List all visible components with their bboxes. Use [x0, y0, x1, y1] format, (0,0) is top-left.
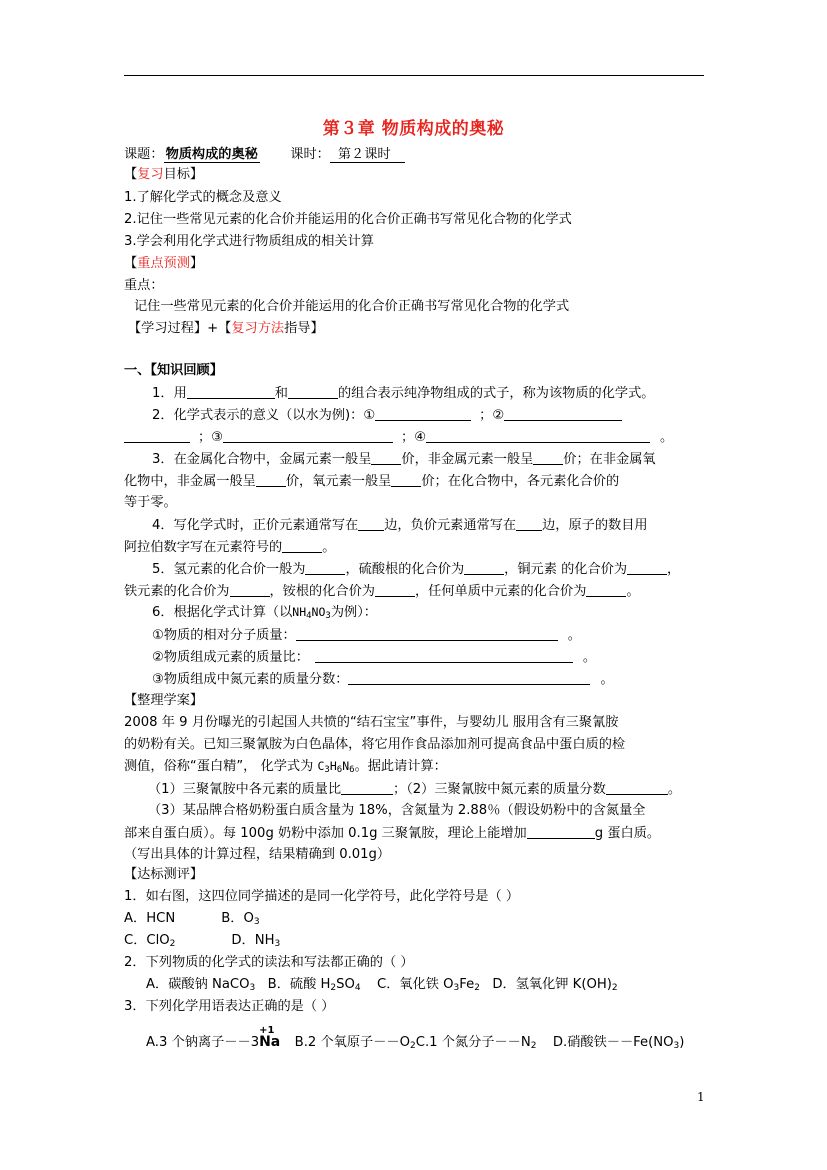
option-a[interactable]: A．HCN: [124, 911, 176, 926]
review-goal-heading: 【复习目标】: [124, 167, 204, 182]
option-c[interactable]: C．氧化铁 $O_3Fe_2$: [377, 977, 480, 993]
option-a[interactable]: A．碳酸钠 NaCO$_3$: [146, 977, 256, 993]
blank[interactable]: [516, 516, 542, 531]
blank[interactable]: [375, 406, 471, 421]
goal-1: 1.了解化学式的概念及意义: [124, 190, 282, 205]
key-text: 记住一些常见元素的化合价并能运用的化合价正确书写常见化合物的化学式: [134, 299, 570, 314]
option-b[interactable]: B．硫酸 $H_2SO_4$: [267, 977, 361, 993]
case-sub-1: （1）三聚氰胺中各元素的质量比 ；（2）三聚氰胺中氮元素的质量分数 。: [148, 782, 681, 797]
section-knowledge-review: 一、【知识回顾】: [124, 363, 223, 378]
blank[interactable]: [256, 472, 286, 487]
case-note: （写出具体的计算过程，结果精确到 0.01g）: [124, 847, 391, 862]
blank[interactable]: [187, 384, 275, 399]
question-5-line1: 5．氢元素的化合价一般为 ，硫酸根的化合价为 ，铜元素 的化合价为 ，: [152, 562, 681, 577]
blank[interactable]: [358, 516, 384, 531]
process-heading: 【学习过程】+【复习方法指导】: [128, 321, 324, 336]
blank[interactable]: [348, 670, 590, 685]
case-sub-3-cont: 部来自蛋白质）。每 100g 奶粉中添加 0.1g 三聚氰胺，理论上能增加 g 蛋白质。: [124, 826, 661, 841]
question-1: 1．用 和 的组合表示纯净物组成的式子，称为该物质的化学式。: [152, 386, 655, 401]
blank[interactable]: [586, 582, 626, 597]
key-label: 重点：: [124, 278, 164, 293]
question-3-line3: 等于零。: [124, 495, 177, 510]
question-4-line2: 阿拉伯数字写在元素符号的 。: [124, 540, 336, 555]
prediction-heading: 【重点预测】: [124, 256, 204, 271]
blank[interactable]: [341, 780, 393, 795]
question-2-line1: 2．化学式表示的意义（以水为例)：① ；②: [152, 406, 622, 424]
blank[interactable]: [230, 582, 270, 597]
case-line-2: 的奶粉有关。已知三聚氰胺为白色晶体，将它用作食品添加剂可提高食品中蛋白质的检: [124, 737, 626, 752]
page-number: 1: [697, 1090, 705, 1104]
blank[interactable]: [533, 450, 563, 465]
test-1-options-ab: [124, 910, 260, 931]
blank[interactable]: [315, 648, 573, 663]
topic-line: [124, 146, 405, 163]
blank[interactable]: [391, 472, 421, 487]
option-d[interactable]: D.硝酸铁$--Fe(NO_3)$: [552, 1035, 685, 1051]
period-value: 第２课时: [330, 147, 405, 163]
question-6-item2: ②物质组成元素的质量比： 。: [152, 650, 597, 665]
goal-3: 3.学会利用化学式进行物质组成的相关计算: [124, 234, 374, 249]
option-a[interactable]: A.3 个钠离子－－3 +1 Na: [146, 1025, 281, 1050]
test-1-question: 1．如右图，这四位同学描述的是同一化学符号，此化学符号是（ ）: [124, 889, 520, 904]
test-2-question: 2．下列物质的化学式的读法和写法都正确的（ ）: [124, 955, 414, 970]
period-label: 课时：: [290, 147, 330, 162]
blank[interactable]: [606, 780, 668, 795]
goal-2: 2.记住一些常见元素的化合价并能运用的化合价正确书写常见化合物的化学式: [124, 212, 572, 227]
blank[interactable]: [627, 560, 667, 575]
question-2-line2: ；③ ；④ 。: [124, 428, 673, 446]
question-5-line2: 铁元素的化合价为 ，铵根的化合价为 ，任何单质中元素的化合价为 。: [124, 584, 640, 599]
question-4-line1: 4．写化学式时，正价元素通常写在 边，负价元素通常写在 边，原子的数目用: [152, 518, 648, 533]
question-6-head: 6．根据化学式计算（以$NH_4NO_3$为例）：: [152, 605, 377, 621]
sodium-ion-symbol: +1 Na: [259, 1025, 281, 1050]
case-line-1: 2008 年 9 月份曝光的引起国人共愤的“结石宝宝”事件，与婴幼儿 服用含有三聚氰胺: [124, 715, 619, 730]
option-c[interactable]: C.1 个氮分子$--N_2$: [415, 1035, 537, 1051]
option-d[interactable]: D．氢氧化钾 $K(OH)_2$: [492, 977, 618, 993]
option-b[interactable]: B.2 个氧原子$--O_2$: [294, 1035, 416, 1051]
test-2-options: [146, 976, 618, 997]
option-d[interactable]: D．$NH_3$: [231, 933, 281, 949]
blank[interactable]: [527, 824, 595, 839]
question-6-item3: ③物质组成中氮元素的质量分数： 。: [152, 672, 614, 687]
formula-nh4no3: $NH_4NO_3$: [292, 605, 331, 621]
question-3-line2: 化物中，非金属一般呈 价，氧元素一般呈 价；在化合物中，各元素化合价的: [124, 474, 620, 489]
blank[interactable]: [124, 428, 190, 443]
question-3-line1: 3．在金属化合物中，金属元素一般呈 价，非金属元素一般呈 价；在非金属氧: [152, 452, 656, 467]
test-3-options: [146, 1025, 685, 1055]
blank[interactable]: [426, 428, 650, 443]
case-sub-3: （3）某品牌合格奶粉蛋白质含量为 18%，含氮量为 2.88％（假设奶粉中的含氮量全: [148, 803, 646, 818]
arrange-heading: 【整理学案】: [124, 693, 204, 708]
blank[interactable]: [288, 384, 338, 399]
blank[interactable]: [371, 450, 401, 465]
blank[interactable]: [305, 560, 345, 575]
page-title: 第３章 物质构成的奥秘: [322, 119, 505, 139]
case-line-3: 测值，俗称“蛋白精”， 化学式为 $C_3H_6N_6$。据此请计算：: [124, 759, 447, 775]
topic-value: 物质构成的奥秘: [165, 147, 258, 162]
test-3-question: 3．下列化学用语表达正确的是（ ）: [124, 999, 335, 1014]
blank[interactable]: [375, 582, 415, 597]
blank[interactable]: [282, 538, 322, 553]
question-6-item1: ①物质的相对分子质量： 。: [152, 628, 581, 643]
formula-melamine: $C_3H_6N_6$: [317, 759, 355, 775]
blank[interactable]: [504, 406, 622, 421]
blank[interactable]: [223, 428, 393, 443]
test-1-options-cd: [124, 932, 280, 953]
topic-label: 课题：: [124, 147, 164, 162]
option-c[interactable]: C．ClO$_2$: [124, 933, 176, 949]
assess-heading: 【达标测评】: [124, 867, 204, 882]
header-rule: [124, 75, 704, 76]
option-b[interactable]: B．$O_3$: [221, 911, 260, 927]
blank[interactable]: [464, 560, 504, 575]
blank[interactable]: [296, 626, 558, 641]
